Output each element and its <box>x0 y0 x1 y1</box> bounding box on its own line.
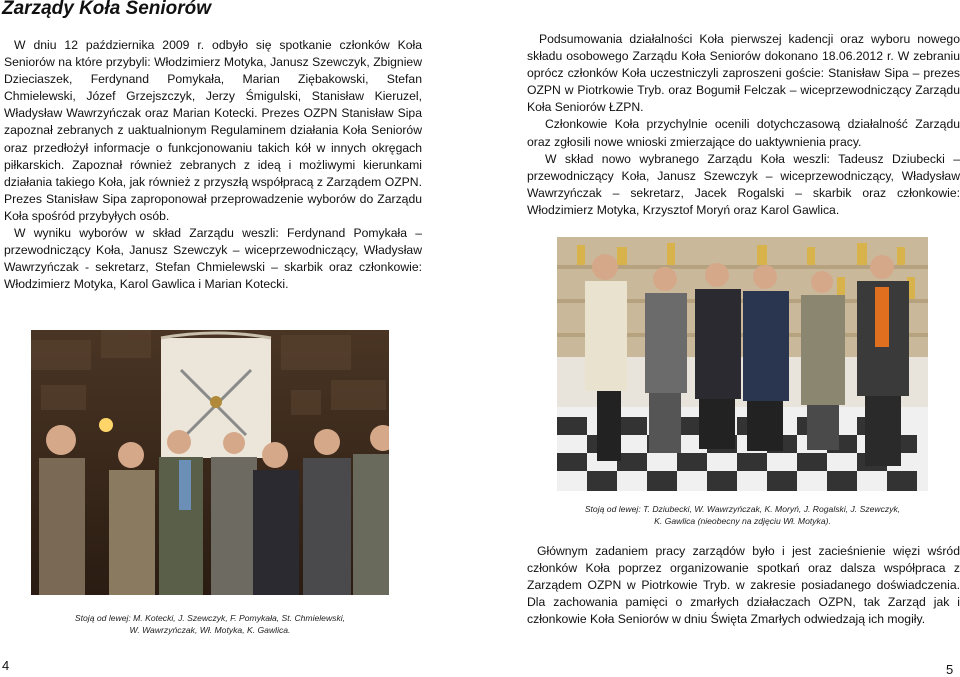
photo-caption-left <box>40 612 380 636</box>
caption-line: Stoją od lewej: M. Kotecki, J. Szewczyk, F. Pomykała, St. Chmielewski, <box>74 613 346 623</box>
paragraph: W skład nowo wybranego Zarządu Koła weszli: Tadeusz Dziubecki – przewodniczący Koła, Janusz Szewczyk – wiceprzewodniczący, Władysław Wawrzyńczak – sekretarz, Jacek Rogalski – skarbik oraz członkowie: Włodzimierz Motyka, Krzysztof Moryń oraz Karol Gawlica. <box>527 151 960 217</box>
paragraph: W dniu 12 października 2009 r. odbyło się spotkanie członków Koła Seniorów na które przybyli: Włodzimierz Motyka, Janusz Szewczyk, Zbigniew Dzieciaszek, Ferdynand Pomykała, Marian Ziębakowski, Stefan Chmielewski, Józef Grzejszczyk, Jerzy Śmigulski, Stanisław Kieruzel, Władysław Wawrzyńczak oraz Marian Kotecki. Prezes OZPN Stanisław Sipa zapoznał zebranych z uaktualnionym Regulaminem działania Koła Seniorów oraz przedłożył informacje o funkcjonowaniu takich kół w innych okręgach piłkarskich. Zapoznał również zebranych z ideą i możliwymi kierunkami działania takiego Koła, jak również z przyszłą współpracą z Zarządem OZPN. Prezes Stanisław Sipa zaproponował przeprowadzenie wyborów do Zarządu Koła spośród przybyłych osób. <box>4 38 422 223</box>
right-article-text <box>527 31 960 219</box>
paragraph: Członkowie Koła przychylnie ocenili dotychczasową działalność Zarządu oraz zgłosili nowe wnioski zmierzające do uaktywnienia pracy. <box>527 117 960 149</box>
page-number-right: 5 <box>946 662 954 677</box>
caption-line: Stoją od lewej: T. Dziubecki, W. Wawrzyńczak, K. Moryń, J. Rogalski, J. Szewczyk, <box>584 504 901 514</box>
left-article-text <box>4 37 422 293</box>
paragraph: W wyniku wyborów w skład Zarządu weszli: Ferdynand Pomykała – przewodniczący Koła, Janusz Szewczyk – wiceprzewodniczący, Władysław Wawrzyńczak - sekretarz, Stefan Chmielewski – skarbik oraz członkowie: Włodzimierz Motyka, Karol Gawlica i Marian Kotecki. <box>4 226 422 292</box>
right-closing-text <box>527 543 960 628</box>
photo-caption-right <box>560 503 925 527</box>
paragraph: Głównym zadaniem pracy zarządów było i jest zacieśnienie więzi wśród członków Koła poprzez organizowanie spotkań oraz dalsza współpraca z Zarządem OZPN w Piotrkowie Tryb. w zakresie posiadanego doświadczenia. Dla zachowania pamięci o zmarłych działaczach OZPN, tak Zarząd jak i członkowie Koła Seniorów w dniu Święta Zmarłych odwiedzają ich mogiły. <box>527 544 960 627</box>
group-photo-2012 <box>557 237 928 491</box>
caption-line: W. Wawrzyńczak, Wł. Motyka, K. Gawlica. <box>129 625 291 635</box>
caption-line: K. Gawlica (nieobecny na zdjęciu Wł. Motyka). <box>654 516 831 526</box>
page-title: Zarządy Koła Seniorów <box>2 0 212 19</box>
group-photo-2009 <box>31 330 389 595</box>
page-number-left: 4 <box>2 658 10 673</box>
paragraph: Podsumowania działalności Koła pierwszej kadencji oraz wyboru nowego składu osobowego Zarządu Koła Seniorów dokonano 18.06.2012 r. W zebraniu oprócz członków Koła uczestniczyli zaproszeni goście: Stanisław Sipa – prezes OZPN w Piotrkowie Tryb. oraz Bogumił Felczak – wiceprzewodniczący Zarządu Koła Seniorów ŁZPN. <box>527 32 960 115</box>
